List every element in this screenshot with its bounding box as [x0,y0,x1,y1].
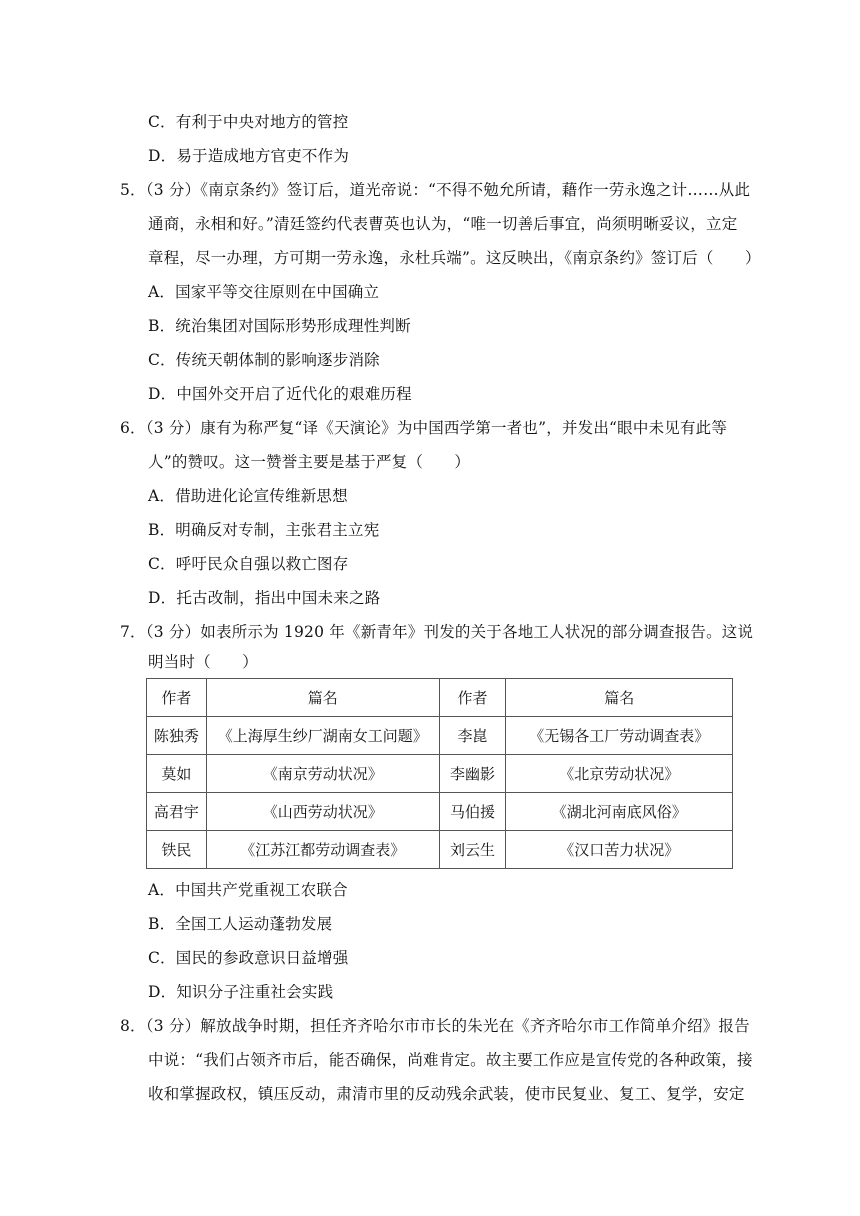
table-row [147,793,733,831]
q5-option-a: A．国家平等交往原则在中国确立 [148,283,380,301]
q5-option-b: B．统治集团对国际形势形成理性判断 [148,317,411,335]
q5-stem-line-1: 5．（3 分）《南京条约》签订后，道光帝说：“不得不勉允所请，藉作一劳永逸之计……从此 [120,181,751,199]
q5-stem-line-2: 通商，永相和好。”清廷签约代表曹英也认为，“唯一切善后事宜，尚须明晰妥议，立定 [148,215,738,233]
table-row [147,717,733,755]
table-header: 篇名 [206,679,439,717]
table-cell: 《汉口苦力状况》 [506,831,733,869]
table-cell: 李崑 [439,717,506,755]
q8-stem-line-3: 收和掌握政权，镇压反动，肃清市里的反动残余武装，使市民复业、复工、复学，安定 [148,1085,745,1103]
q7-option-d: D．知识分子注重社会实践 [148,983,334,1001]
q5-option-d: D．中国外交开启了近代化的艰难历程 [148,385,412,403]
table-cell: 《湖北河南底风俗》 [506,793,733,831]
table-cell: 陈独秀 [147,717,207,755]
q8-stem-line-1: 8．（3 分）解放战争时期，担任齐齐哈尔市市长的朱光在《齐齐哈尔市工作简单介绍》报告 [120,1017,750,1035]
q6-stem-line-2: 人”的赞叹。这一赞誉主要是基于严复（ ） [148,453,471,471]
q6-option-c: C．呼吁民众自强以救亡图存 [148,555,349,573]
q5-option-c: C．传统天朝体制的影响逐步消除 [148,351,380,369]
table-cell: 莫如 [147,755,207,793]
q6-option-d: D．托古改制，指出中国未来之路 [148,589,381,607]
table-header: 作者 [147,679,207,717]
q7-stem-line-2: 明当时（ ） [148,653,258,671]
table-cell: 《上海厚生纱厂湖南女工问题》 [206,717,439,755]
q7-option-a: A．中国共产党重视工农联合 [148,881,348,899]
table-cell: 《江苏江都劳动调查表》 [206,831,439,869]
table-cell: 李幽影 [439,755,506,793]
table-cell: 《无锡各工厂劳动调查表》 [506,717,733,755]
q7-option-b: B．全国工人运动蓬勃发展 [148,915,333,933]
table-header-row [147,679,733,717]
table-cell: 铁民 [147,831,207,869]
table-cell: 刘云生 [439,831,506,869]
table-row [147,831,733,869]
table-cell: 《南京劳动状况》 [206,755,439,793]
q6-option-a: A．借助进化论宣传维新思想 [148,487,348,505]
table-cell: 马伯援 [439,793,506,831]
q7-option-c: C．国民的参政意识日益增强 [148,949,349,967]
table-row [147,755,733,793]
table-header: 篇名 [506,679,733,717]
table-cell: 高君宇 [147,793,207,831]
q8-stem-line-2: 中说：“我们占领齐市后，能否确保，尚难肯定。故主要工作应是宣传党的各种政策，接 [148,1051,753,1069]
q6-option-b: B．明确反对专制，主张君主立宪 [148,521,380,539]
table-cell: 《山西劳动状况》 [206,793,439,831]
table-header: 作者 [439,679,506,717]
q4-option-d: D．易于造成地方官吏不作为 [148,147,350,165]
q7-survey-table [146,678,733,869]
q6-stem-line-1: 6．（3 分）康有为称严复“译《天演论》为中国西学第一者也”，并发出“眼中未见有此等 [120,419,728,437]
q7-stem-line-1: 7．（3 分）如表所示为 1920 年《新青年》刊发的关于各地工人状况的部分调查报告。这说 [120,623,754,641]
q5-stem-line-3: 章程，尽一办理，方可期一劳永逸，永杜兵端”。这反映出，《南京条约》签订后（ ） [148,249,761,267]
q4-option-c: C．有利于中央对地方的管控 [148,113,349,131]
table-cell: 《北京劳动状况》 [506,755,733,793]
